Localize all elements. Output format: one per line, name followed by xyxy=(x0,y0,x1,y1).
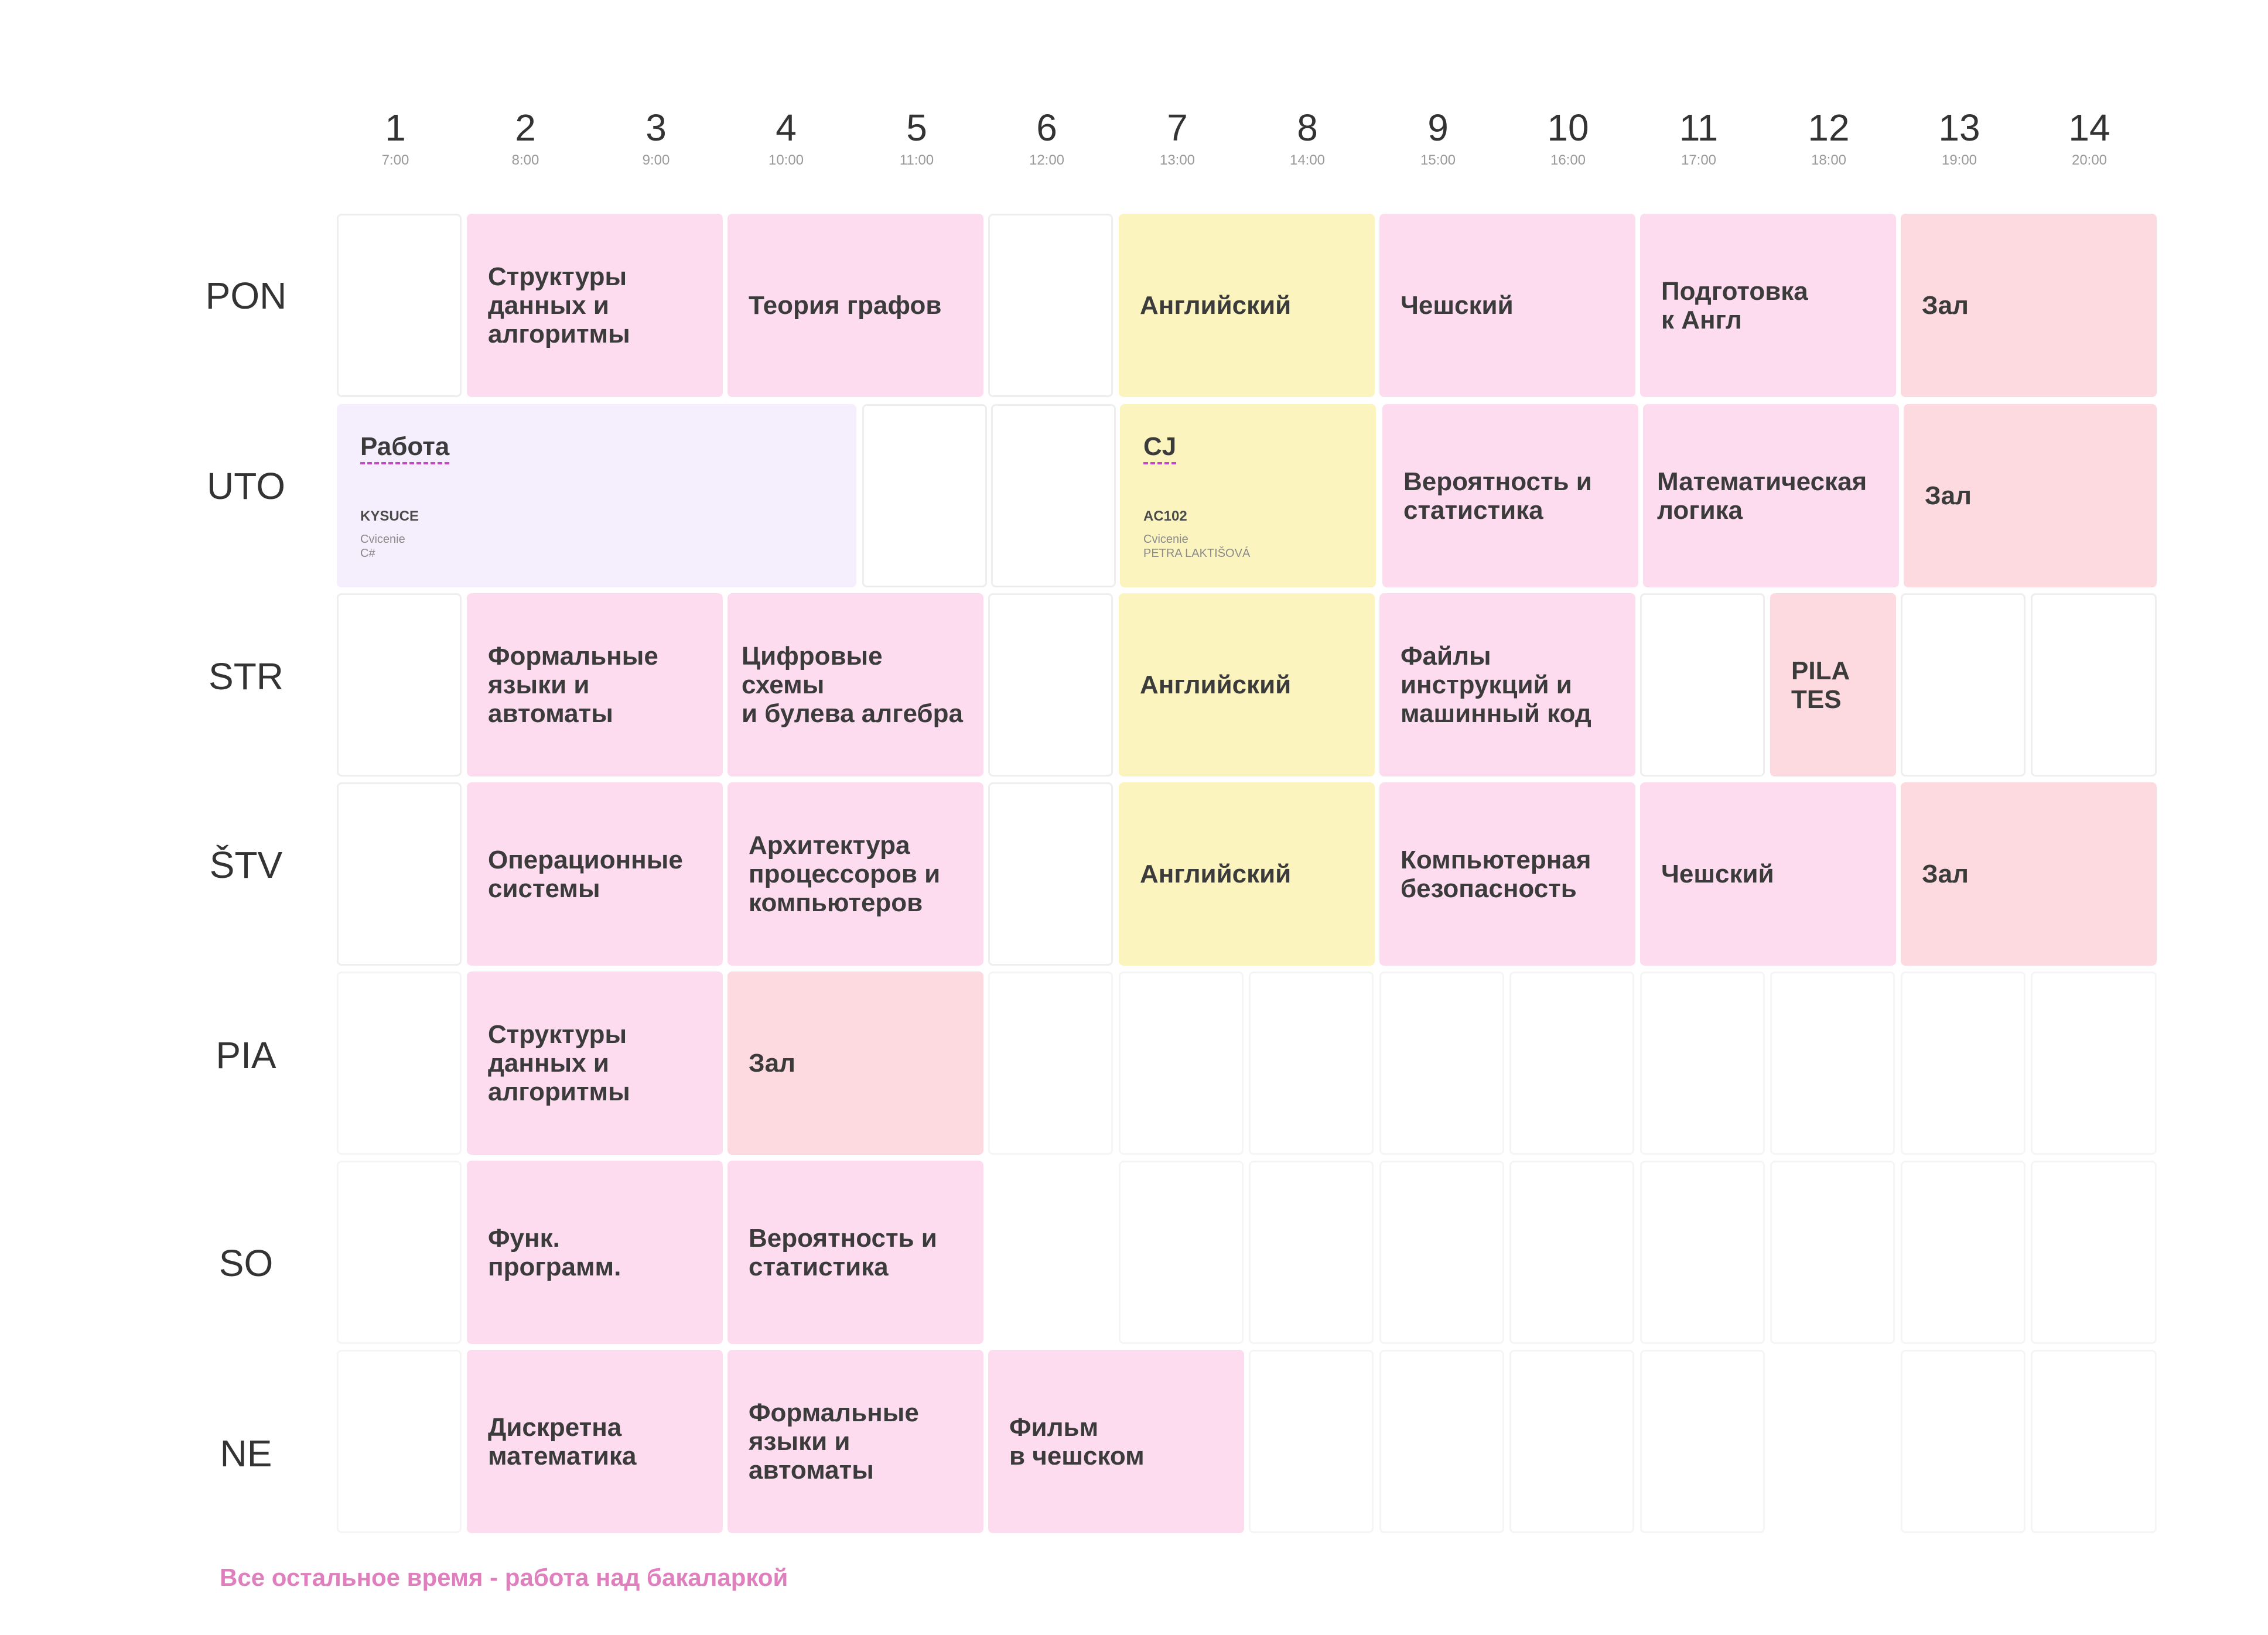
event-title xyxy=(360,432,833,461)
class-block[interactable] xyxy=(1379,782,1635,966)
column-number: 13 xyxy=(1938,107,1980,149)
column-time: 10:00 xyxy=(768,152,804,168)
class-title: Математическая логика xyxy=(1657,467,1867,525)
event-title-text: CJ xyxy=(1143,432,1176,464)
column-header-8 xyxy=(1246,105,1369,171)
class-title: Дискретна математика xyxy=(488,1412,637,1470)
empty-slot[interactable] xyxy=(1901,1350,2026,1533)
empty-slot[interactable] xyxy=(1640,1350,1765,1533)
gym-block[interactable] xyxy=(1904,404,2157,587)
column-number: 1 xyxy=(385,107,406,149)
class-title: Английский xyxy=(1140,671,1292,699)
class-title: Теория графов xyxy=(749,291,942,320)
event-location: KYSUCE xyxy=(360,508,419,524)
event-type: Cvicenie xyxy=(360,533,405,546)
class-title: Формальные языки и автоматы xyxy=(488,642,658,728)
class-block[interactable] xyxy=(467,1350,723,1533)
column-number: 9 xyxy=(1427,107,1449,149)
empty-slot[interactable] xyxy=(1509,972,1634,1155)
class-title: Английский xyxy=(1140,291,1292,320)
column-number: 10 xyxy=(1547,107,1589,149)
class-title: Фильм в чешском xyxy=(1009,1412,1145,1470)
column-header-11 xyxy=(1637,105,1760,171)
class-title: Чешский xyxy=(1401,291,1514,320)
empty-slot[interactable] xyxy=(1770,972,1895,1155)
cj-event-card[interactable] xyxy=(1120,404,1376,587)
empty-slot[interactable] xyxy=(337,593,462,777)
column-header-2 xyxy=(464,105,587,171)
column-time: 8:00 xyxy=(511,152,539,168)
empty-slot[interactable] xyxy=(1249,1350,1374,1533)
class-title: Операционные системы xyxy=(488,845,683,903)
empty-slot[interactable] xyxy=(1901,1161,2026,1344)
gym-block[interactable] xyxy=(1901,214,2157,397)
class-block[interactable] xyxy=(1119,782,1375,966)
empty-slot[interactable] xyxy=(2031,972,2157,1155)
empty-slot[interactable] xyxy=(988,593,1113,777)
event-teacher: PETRA LAKTIŠOVÁ xyxy=(1143,547,1251,560)
empty-slot[interactable] xyxy=(988,972,1113,1155)
class-block[interactable] xyxy=(1640,214,1896,397)
empty-slot[interactable] xyxy=(1509,1161,1634,1344)
column-number: 7 xyxy=(1167,107,1188,149)
column-time: 12:00 xyxy=(1029,152,1065,168)
column-time: 9:00 xyxy=(642,152,670,168)
empty-slot[interactable] xyxy=(1901,593,2026,777)
class-block[interactable] xyxy=(727,593,983,777)
class-block[interactable] xyxy=(1119,593,1375,777)
column-header-1 xyxy=(334,105,457,171)
empty-slot[interactable] xyxy=(2031,1161,2157,1344)
column-time: 19:00 xyxy=(1941,152,1977,168)
class-title: Вероятность и статистика xyxy=(749,1223,937,1281)
empty-slot[interactable] xyxy=(862,404,987,587)
column-number: 5 xyxy=(906,107,927,149)
column-time: 20:00 xyxy=(2071,152,2108,168)
footer-note: Все остальное время - работа над бакаларкой xyxy=(220,1564,788,1591)
gym-block[interactable] xyxy=(727,972,983,1155)
class-block[interactable] xyxy=(467,214,723,397)
class-block[interactable] xyxy=(727,782,983,966)
class-block[interactable] xyxy=(1379,593,1635,777)
class-block[interactable] xyxy=(727,214,983,397)
empty-slot[interactable] xyxy=(337,214,462,397)
class-title: Структуры данных и алгоритмы xyxy=(488,1020,630,1106)
empty-slot[interactable] xyxy=(1640,593,1765,777)
column-time: 11:00 xyxy=(899,152,934,168)
class-title: Зал xyxy=(1922,291,1969,320)
column-header-13 xyxy=(1898,105,2021,171)
class-title: Функ. программ. xyxy=(488,1223,621,1281)
class-title: Формальные языки и автоматы xyxy=(749,1398,919,1485)
class-block[interactable] xyxy=(727,1161,983,1344)
column-time: 13:00 xyxy=(1159,152,1196,168)
event-title xyxy=(1143,432,1352,461)
event-title-text: Работа xyxy=(360,432,449,464)
column-time: 14:00 xyxy=(1289,152,1326,168)
empty-slot[interactable] xyxy=(991,404,1116,587)
class-title: Архитектура процессоров и компьютеров xyxy=(749,831,941,917)
empty-slot[interactable] xyxy=(1640,1161,1765,1344)
class-title: Зал xyxy=(749,1049,795,1078)
column-number: 3 xyxy=(645,107,667,149)
class-block[interactable] xyxy=(1643,404,1899,587)
class-block[interactable] xyxy=(1382,404,1638,587)
class-block[interactable] xyxy=(727,1350,983,1533)
class-title: Структуры данных и алгоритмы xyxy=(488,262,630,348)
class-title: Чешский xyxy=(1661,860,1774,888)
day-label-uto: UTO xyxy=(207,465,285,507)
event-location: AC102 xyxy=(1143,508,1187,524)
empty-slot[interactable] xyxy=(1119,972,1244,1155)
class-title: Зал xyxy=(1925,481,1972,510)
empty-slot[interactable] xyxy=(1119,1161,1244,1344)
empty-slot[interactable] xyxy=(1379,1161,1504,1344)
column-number: 14 xyxy=(2068,107,2110,149)
column-header-6 xyxy=(985,105,1108,171)
class-block[interactable] xyxy=(467,593,723,777)
empty-slot[interactable] xyxy=(1509,1350,1634,1533)
column-time: 17:00 xyxy=(1680,152,1717,168)
class-title: Зал xyxy=(1922,860,1969,888)
column-time: 18:00 xyxy=(1811,152,1847,168)
class-title: Цифровые схемы и булева алгебра xyxy=(742,642,963,728)
class-title: Английский xyxy=(1140,860,1292,888)
class-title: Файлы инструкций и машинный код xyxy=(1401,642,1591,728)
empty-slot[interactable] xyxy=(1379,1350,1504,1533)
column-header-14 xyxy=(2028,105,2151,171)
column-number: 4 xyxy=(776,107,797,149)
empty-slot[interactable] xyxy=(337,1350,462,1533)
empty-slot[interactable] xyxy=(1249,1161,1374,1344)
class-block[interactable] xyxy=(467,1161,723,1344)
work-event-card[interactable] xyxy=(337,404,856,587)
day-label-pon: PON xyxy=(205,275,287,317)
column-time: 7:00 xyxy=(381,152,409,168)
empty-slot[interactable] xyxy=(1770,1161,1895,1344)
column-header-7 xyxy=(1116,105,1239,171)
empty-slot[interactable] xyxy=(1901,972,2026,1155)
gym-block[interactable] xyxy=(1901,782,2157,966)
column-header-3 xyxy=(595,105,718,171)
empty-slot[interactable] xyxy=(1640,972,1765,1155)
column-number: 11 xyxy=(1679,107,1719,149)
empty-slot[interactable] xyxy=(988,782,1113,966)
class-title: Вероятность и статистика xyxy=(1403,467,1592,525)
class-block[interactable] xyxy=(988,1350,1244,1533)
event-detail: C# xyxy=(360,547,375,560)
class-title: Компьютерная безопасность xyxy=(1401,845,1591,903)
column-number: 12 xyxy=(1808,107,1850,149)
day-label-str: STR xyxy=(209,655,284,697)
class-block[interactable] xyxy=(467,972,723,1155)
column-number: 6 xyxy=(1036,107,1057,149)
class-block[interactable] xyxy=(1379,214,1635,397)
empty-slot[interactable] xyxy=(2031,593,2157,777)
column-time: 16:00 xyxy=(1550,152,1586,168)
empty-slot[interactable] xyxy=(1379,972,1504,1155)
class-block[interactable] xyxy=(1119,214,1375,397)
day-label-stv: ŠTV xyxy=(209,844,283,886)
column-number: 8 xyxy=(1297,107,1318,149)
pilates-block[interactable] xyxy=(1770,593,1896,777)
class-block[interactable] xyxy=(1640,782,1896,966)
empty-slot[interactable] xyxy=(337,782,462,966)
empty-slot[interactable] xyxy=(337,1161,462,1344)
event-type: Cvicenie xyxy=(1143,533,1188,546)
column-time: 15:00 xyxy=(1420,152,1456,168)
column-header-5 xyxy=(855,105,978,171)
class-title: PILA TES xyxy=(1791,656,1850,714)
empty-slot[interactable] xyxy=(337,972,462,1155)
class-block[interactable] xyxy=(467,782,723,966)
empty-slot[interactable] xyxy=(988,214,1113,397)
column-header-4 xyxy=(725,105,848,171)
column-header-9 xyxy=(1376,105,1500,171)
day-label-ne: NE xyxy=(220,1432,272,1475)
column-header-12 xyxy=(1767,105,1890,171)
empty-slot[interactable] xyxy=(2031,1350,2157,1533)
class-title: Подготовка к Англ xyxy=(1661,276,1808,334)
day-label-so: SO xyxy=(218,1242,274,1284)
column-number: 2 xyxy=(515,107,536,149)
empty-slot[interactable] xyxy=(1249,972,1374,1155)
column-header-10 xyxy=(1507,105,1630,171)
day-label-pia: PIA xyxy=(216,1034,276,1076)
